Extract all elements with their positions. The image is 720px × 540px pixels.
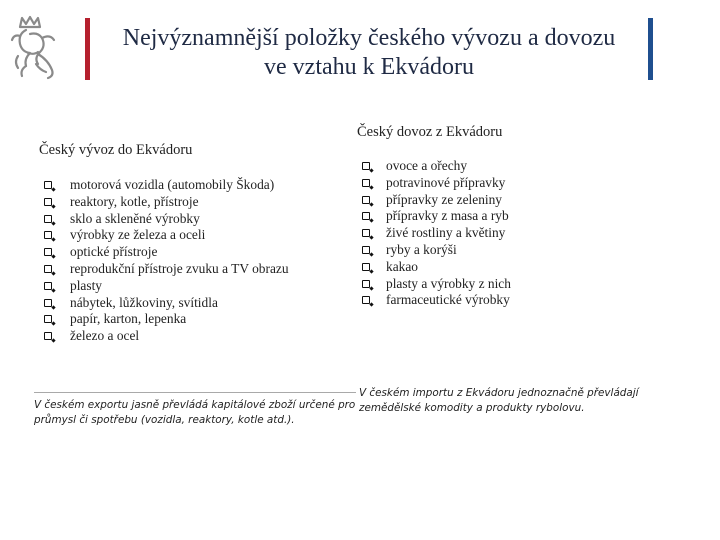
checkbox-bullet-icon — [362, 179, 370, 187]
list-item — [44, 295, 289, 312]
import-list — [362, 158, 511, 309]
checkbox-bullet-icon — [362, 296, 370, 304]
list-item — [362, 225, 511, 242]
list-item-text: plasty — [70, 277, 102, 293]
list-item-text: nábytek, lůžkoviny, svítidla — [70, 294, 218, 310]
list-item — [362, 242, 511, 259]
checkbox-bullet-icon — [362, 280, 370, 288]
import-heading: Český dovoz z Ekvádoru — [357, 124, 503, 140]
checkbox-bullet-icon — [44, 332, 52, 340]
list-item-text: papír, karton, lepenka — [70, 311, 187, 327]
czech-lion-emblem-icon — [8, 12, 60, 80]
list-item-text: výrobky ze železa a oceli — [70, 227, 206, 243]
list-item-text: farmaceutické výrobky — [386, 292, 510, 308]
checkbox-bullet-icon — [44, 198, 52, 206]
list-item — [44, 261, 289, 278]
title-accent-bar-right — [648, 18, 653, 80]
checkbox-bullet-icon — [44, 315, 52, 323]
list-item-text: sklo a skleněné výrobky — [70, 210, 200, 226]
list-item-text: optické přístroje — [70, 244, 158, 260]
list-item — [44, 328, 289, 345]
list-item-text: živé rostliny a květiny — [386, 225, 506, 241]
export-note: V českém exportu jasně převládá kapitálové zboží určené pro průmysl či spotřebu (vozidla, reaktory, kotle atd.). — [34, 399, 356, 426]
checkbox-bullet-icon — [44, 231, 52, 239]
list-item — [362, 158, 511, 175]
page-title-line-1: Nejvýznamnější položky českého vývozu a dovozu — [122, 25, 616, 51]
checkbox-bullet-icon — [44, 282, 52, 290]
checkbox-bullet-icon — [362, 229, 370, 237]
list-item-text: motorová vozidla (automobily Škoda) — [70, 177, 275, 192]
list-item — [362, 259, 511, 276]
list-item — [362, 292, 511, 309]
checkbox-bullet-icon — [362, 162, 370, 170]
checkbox-bullet-icon — [44, 215, 52, 223]
list-item — [44, 278, 289, 295]
list-item — [44, 227, 289, 244]
list-item-text: přípravky ze zeleniny — [386, 191, 502, 207]
list-item — [44, 211, 289, 228]
list-item — [362, 175, 511, 192]
list-item-text: ryby a korýši — [386, 241, 457, 257]
list-item-text: železo a ocel — [70, 328, 140, 344]
list-item-text: ovoce a ořechy — [386, 158, 468, 173]
list-item — [44, 311, 289, 328]
import-note: V českém importu z Ekvádoru jednoznačně převládají zemědělské komodity a produkty rybolovu. — [359, 387, 639, 414]
list-item — [44, 244, 289, 261]
page-title-line-2: ve vztahu k Ekvádoru — [264, 54, 474, 80]
export-list — [44, 177, 289, 345]
list-item — [362, 208, 511, 225]
list-item — [44, 177, 289, 194]
page-title — [96, 24, 642, 82]
checkbox-bullet-icon — [44, 248, 52, 256]
export-heading: Český vývoz do Ekvádoru — [39, 142, 193, 158]
list-item — [362, 192, 511, 209]
title-accent-bar-left — [85, 18, 90, 80]
checkbox-bullet-icon — [362, 246, 370, 254]
list-item-text: kakao — [386, 258, 418, 274]
checkbox-bullet-icon — [362, 263, 370, 271]
checkbox-bullet-icon — [44, 265, 52, 273]
list-item — [362, 276, 511, 293]
checkbox-bullet-icon — [362, 212, 370, 220]
list-item-text: reprodukční přístroje zvuku a TV obrazu — [70, 260, 289, 276]
list-item-text: reaktory, kotle, přístroje — [70, 193, 199, 209]
list-item — [44, 194, 289, 211]
list-item-text: potravinové přípravky — [386, 174, 506, 190]
section-divider — [34, 392, 356, 393]
list-item-text: přípravky z masa a ryb — [386, 208, 509, 224]
checkbox-bullet-icon — [44, 299, 52, 307]
list-item-text: plasty a výrobky z nich — [386, 275, 511, 291]
checkbox-bullet-icon — [44, 181, 52, 189]
checkbox-bullet-icon — [362, 196, 370, 204]
